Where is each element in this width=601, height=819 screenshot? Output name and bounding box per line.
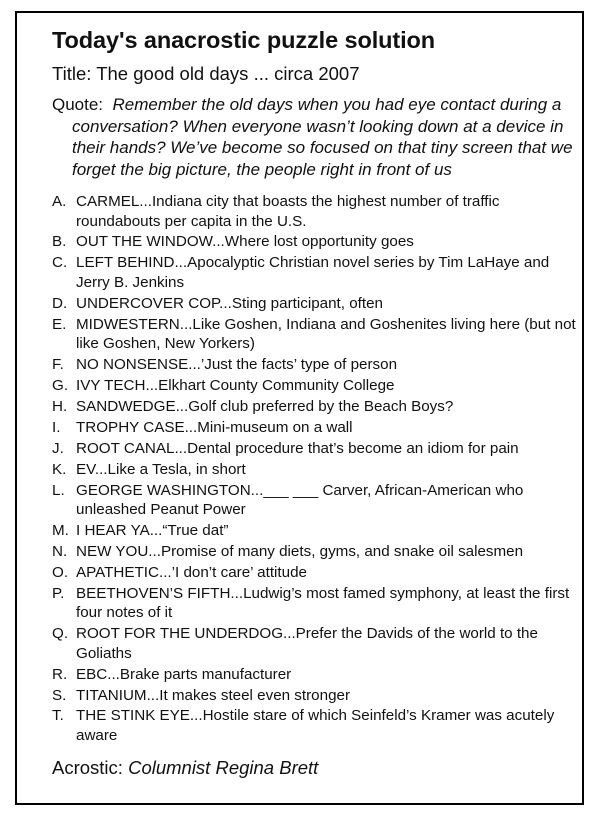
clue-letter: H. xyxy=(52,398,68,416)
clue-item xyxy=(52,439,577,459)
clue-item xyxy=(52,294,577,314)
acrostic-value: Columnist Regina Brett xyxy=(128,756,319,778)
title-label: Title: xyxy=(52,63,92,84)
clue-item xyxy=(52,460,577,480)
clue-item xyxy=(52,521,577,541)
acrostic-answer xyxy=(52,756,582,780)
clue-letter: P. xyxy=(52,584,65,602)
clue-text: EBC...Brake parts manufacturer xyxy=(76,665,292,683)
clue-letter: B. xyxy=(52,233,67,251)
clue-text: GEORGE WASHINGTON...___ ___ Carver, African-American who unleashed Peanut Power xyxy=(76,481,524,519)
clue-text: UNDERCOVER COP...Sting participant, often xyxy=(76,294,383,312)
clue-letter: M. xyxy=(52,522,69,540)
clue-letter: G. xyxy=(52,377,69,395)
clue-text: I HEAR YA...“True dat” xyxy=(76,522,229,540)
clue-text: BEETHOVEN’S FIFTH...Ludwig’s most famed symphony, at least the first four notes of it xyxy=(76,584,570,622)
clue-item xyxy=(52,563,577,583)
clue-item xyxy=(52,418,577,438)
clue-item xyxy=(52,315,577,354)
clue-item xyxy=(52,397,577,417)
clue-letter: E. xyxy=(52,315,67,333)
puzzle-title xyxy=(52,62,582,86)
clue-text: APATHETIC...’I don’t care’ attitude xyxy=(76,563,307,581)
title-value: The good old days ... circa 2007 xyxy=(96,63,360,84)
clue-letter: F. xyxy=(52,356,64,374)
quote-label: Quote: xyxy=(52,95,104,114)
clue-text: OUT THE WINDOW...Where lost opportunity goes xyxy=(76,233,414,251)
clue-text: LEFT BEHIND...Apocalyptic Christian novel series by Tim LaHaye and Jerry B. Jenkins xyxy=(76,254,550,291)
clue-text: MIDWESTERN...Like Goshen, Indiana and Goshenites living here (but not like Goshen, New Yorkers) xyxy=(76,315,576,353)
clue-item xyxy=(52,481,577,520)
clue-text: ROOT FOR THE UNDERDOG...Prefer the Davids of the world to the Goliaths xyxy=(76,625,538,662)
clue-text: NO NONSENSE...’Just the facts’ type of person xyxy=(76,356,398,374)
clue-item xyxy=(52,192,577,231)
clue-item xyxy=(52,355,577,375)
clue-item xyxy=(52,665,577,685)
clue-letter: K. xyxy=(52,460,67,478)
clue-letter: D. xyxy=(52,294,68,312)
clue-item xyxy=(52,624,577,663)
clue-letter: C. xyxy=(52,254,68,272)
clue-item xyxy=(52,232,577,252)
clue-item xyxy=(52,584,577,623)
clue-list xyxy=(52,192,577,746)
clue-letter: A. xyxy=(52,193,67,210)
clue-item xyxy=(52,253,577,292)
page-title: Today's anacrostic puzzle solution xyxy=(52,27,436,53)
clue-letter: Q. xyxy=(52,625,69,643)
clue-letter: I. xyxy=(52,418,61,436)
puzzle-quote xyxy=(52,94,592,180)
clue-item xyxy=(52,542,577,562)
clue-text: TROPHY CASE...Mini-museum on a wall xyxy=(76,418,353,436)
clue-letter: T. xyxy=(52,707,64,725)
clue-letter: R. xyxy=(52,665,68,683)
clue-text: EV...Like a Tesla, in short xyxy=(76,460,246,478)
clue-text: IVY TECH...Elkhart County Community College xyxy=(76,377,395,395)
clue-text: THE STINK EYE...Hostile stare of which Seinfeld’s Kramer was acutely aware xyxy=(76,707,555,745)
quote-text: Remember the old days when you had eye contact during a conversation? When everyone wasn’t looking down at a device in their hands? We’ve become so focused on that tiny screen that we forget the big picture, the people right in front of us xyxy=(72,95,573,179)
clue-item xyxy=(52,686,577,706)
clue-letter: N. xyxy=(52,542,68,560)
clue-text: TITANIUM...It makes steel even stronger xyxy=(76,686,351,704)
puzzle-solution xyxy=(52,24,582,780)
clue-item xyxy=(52,376,577,396)
clue-text: ROOT CANAL...Dental procedure that’s become an idiom for pain xyxy=(76,439,519,457)
clue-item xyxy=(52,706,577,745)
clue-text: CARMEL...Indiana city that boasts the highest number of traffic roundabouts per capita in the U.S. xyxy=(76,193,500,230)
clue-text: NEW YOU...Promise of many diets, gyms, and snake oil salesmen xyxy=(76,542,524,560)
clue-letter: L. xyxy=(52,481,65,499)
acrostic-label: Acrostic: xyxy=(52,756,123,778)
clue-letter: O. xyxy=(52,563,69,581)
clue-letter: J. xyxy=(52,439,64,457)
clue-text: SANDWEDGE...Golf club preferred by the Beach Boys? xyxy=(76,398,454,416)
clue-letter: S. xyxy=(52,686,67,704)
